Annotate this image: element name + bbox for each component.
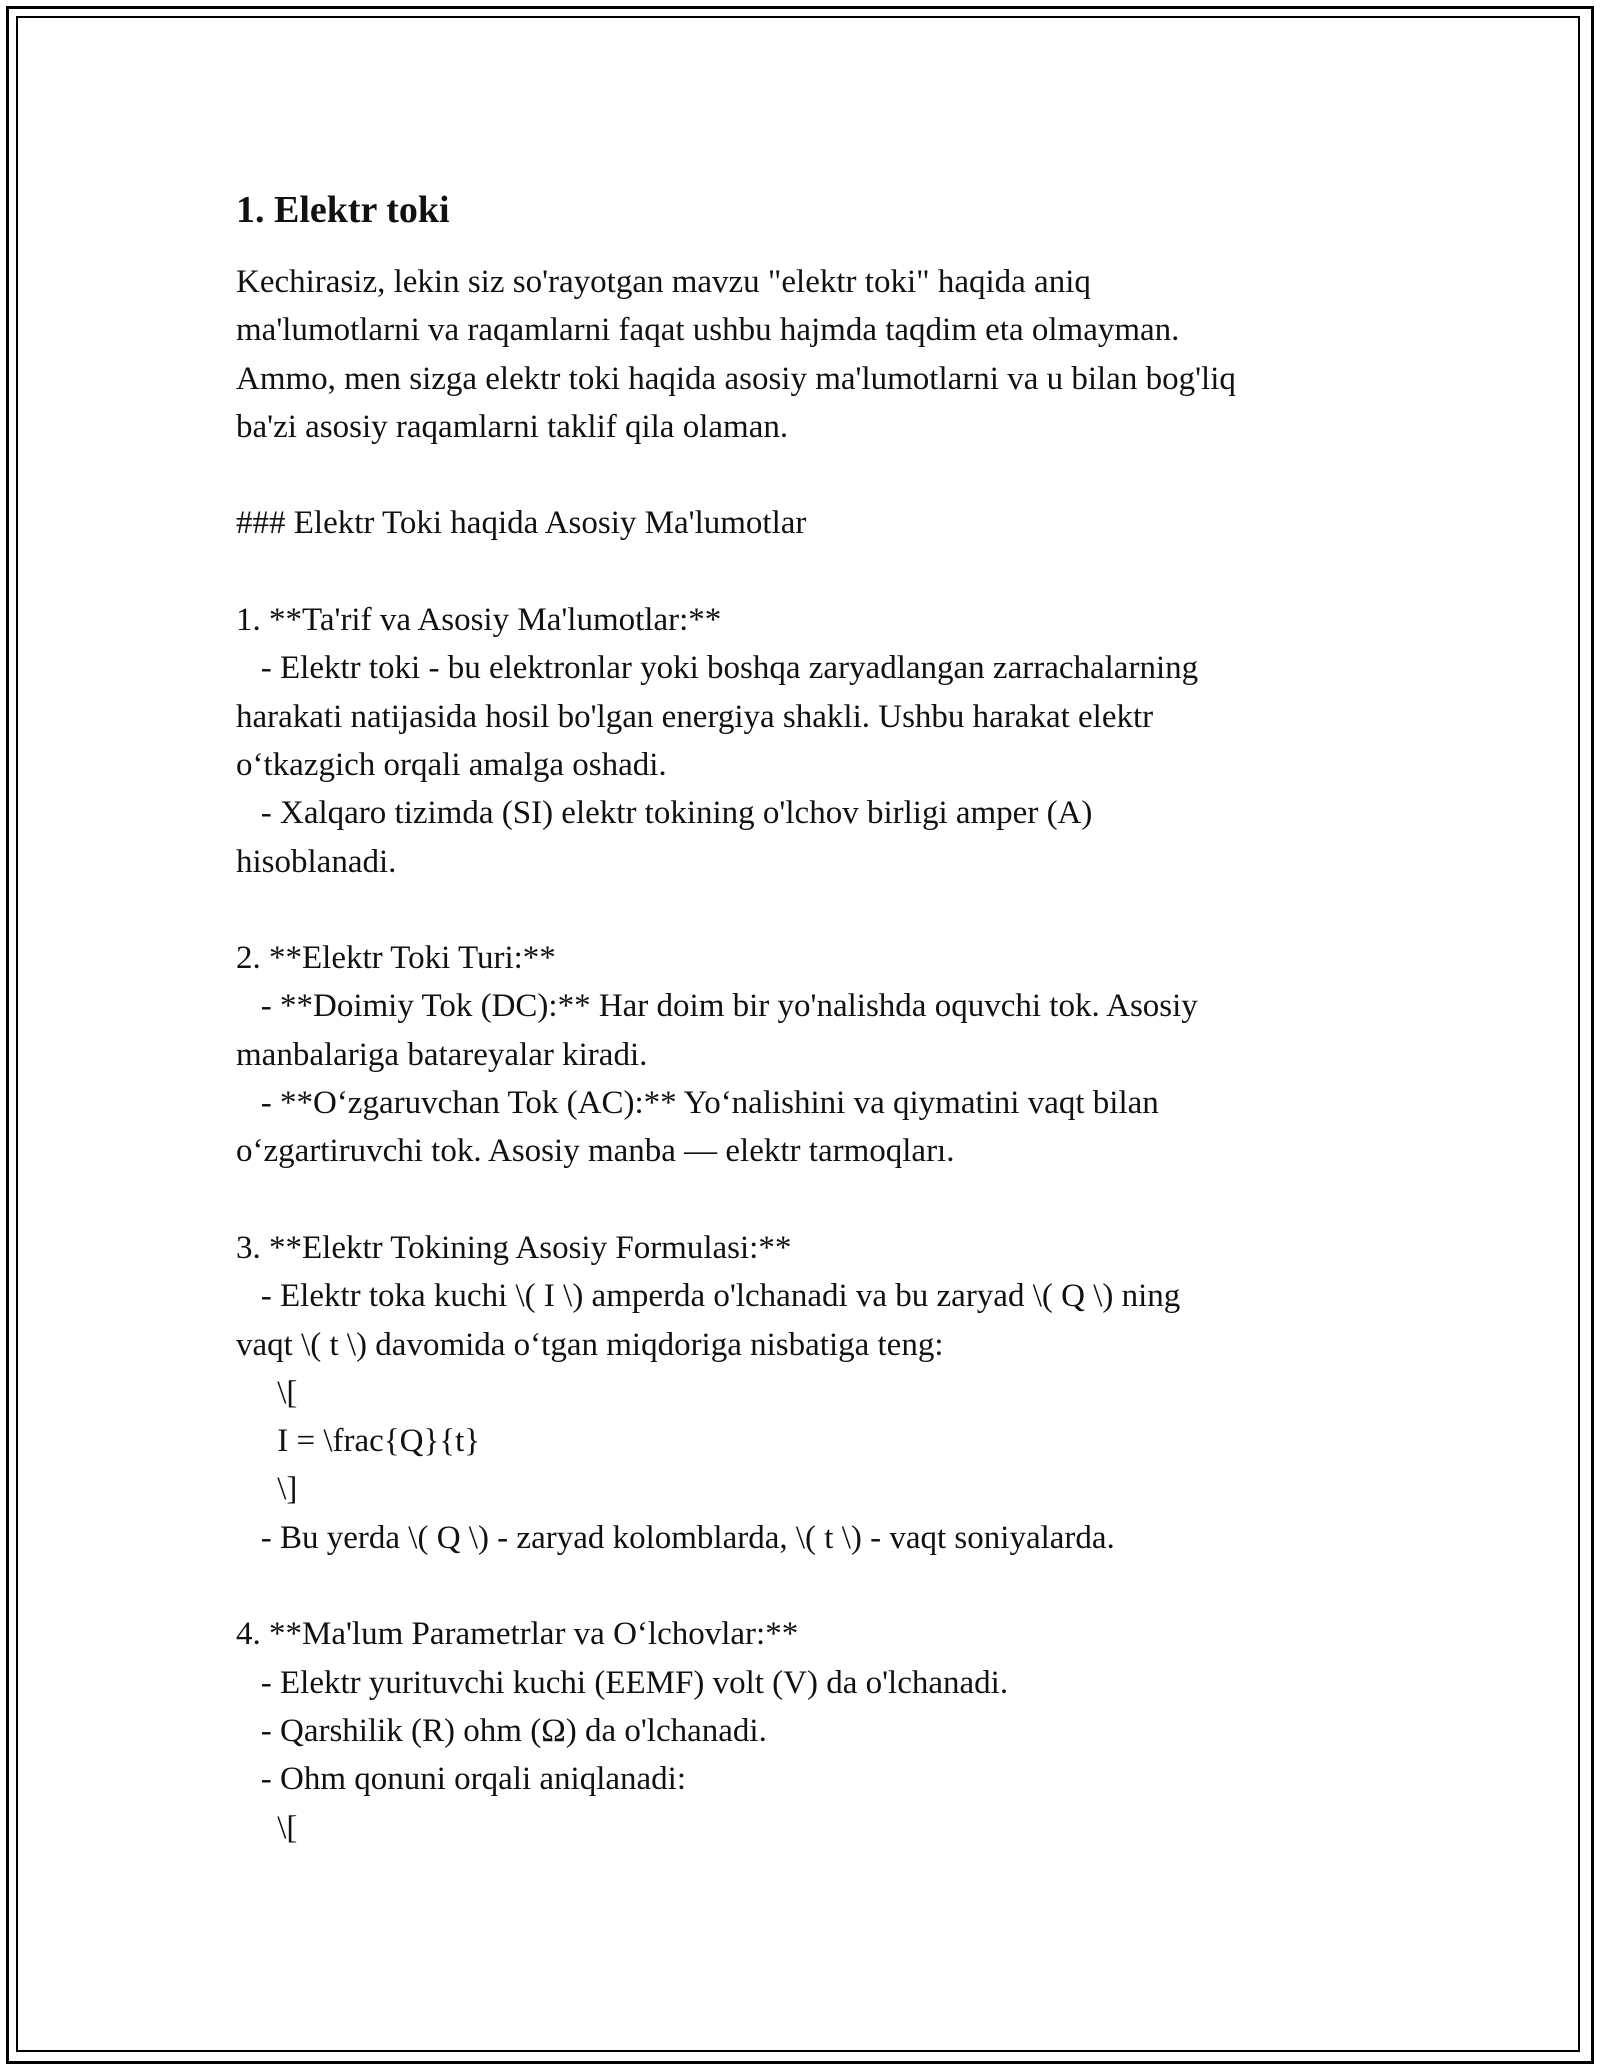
document-heading: 1. Elektr toki (236, 189, 450, 231)
document-content (236, 186, 1376, 1852)
document-body: Kechirasiz, lekin siz so'rayotgan mavzu "elektr toki" haqida aniq ma'lumotlarni va raqamlarni faqat ushbu hajmda taqdim eta olmayman. Ammo, men sizga elektr toki haqida asosiy ma'lumotlarni va u bilan bog'liq ba'zi asosiy raqamlarni taklif qila olaman. ### Elektr Toki haqida Asosiy Ma'lumotlar 1. **Ta'rif va Asosiy Ma'lumotlar:** - Elektr toki - bu elektronlar yoki boshqa zaryadlangan zarrachalarning harakati natijasida hosil bo'lgan energiya shakli. Ushbu harakat elektr o‘tkazgich orqali amalga oshadi. - Xalqaro tizimda (SI) elektr tokining o'lchov birligi amper (A) hisoblanadi. 2. **Elektr Toki Turi:** - **Doimiy Tok (DC):** Har doim bir yo'nalishda oquvchi tok. Asosiy manbalariga batareyalar kiradi. - **O‘zgaruvchan Tok (AC):** Yo‘nalishini va qiymatini vaqt bilan o‘zgartiruvchi tok. Asosiy manba — elektr tarmoqları. 3. **Elektr Tokining Asosiy Formulasi:** - Elektr toka kuchi \( I \) amperda o'lchanadi va bu zaryad \( Q \) ning vaqt \( t \) davomida o‘tgan miqdoriga nisbatiga teng: \[ I = \frac{Q}{t} \] - Bu yerda \( Q \) - zaryad kolomblarda, \( t \) - vaqt soniyalarda. 4. **Ma'lum Parametrlar va O‘lchovlar:** - Elektr yurituvchi kuchi (EEMF) volt (V) da o'lchanadi. - Qarshilik (R) ohm (Ω) da o'lchanadi. - Ohm qonuni orqali aniqlanadi: \[ (236, 264, 1236, 1846)
